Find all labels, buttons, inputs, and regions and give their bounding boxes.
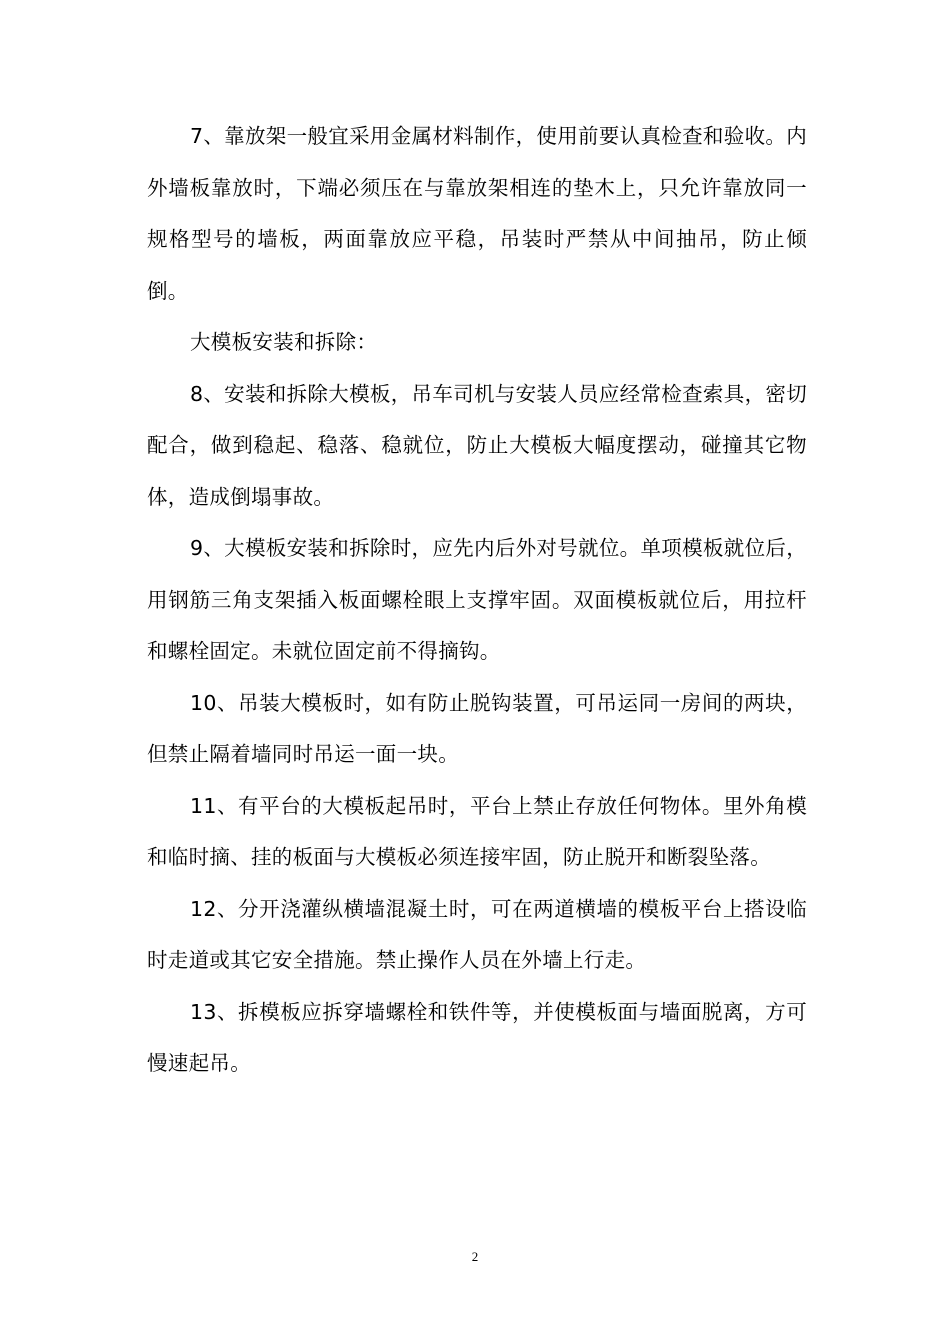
paragraph-item-9: 9、大模板安装和拆除时，应先内后外对号就位。单项模板就位后，用钢筋三角支架插入板面螺栓眼上支撑牢固。双面模板就位后，用拉杆和螺栓固定。未就位固定前不得摘钩。 [147, 536, 807, 663]
section-heading-formwork: 大模板安装和拆除： [190, 330, 378, 354]
paragraph-item-10: 10、吊装大模板时，如有防止脱钩装置，可吊运同一房间的两块，但禁止隔着墙同时吊运一面一块。 [147, 690, 807, 766]
document-body [147, 111, 807, 1090]
paragraph-item-11: 11、有平台的大模板起吊时，平台上禁止存放任何物体。里外角模和临时摘、挂的板面与大模板必须连接牢固，防止脱开和断裂坠落。 [147, 793, 807, 869]
paragraph-item-8: 8、安装和拆除大模板，吊车司机与安装人员应经常检查索具，密切配合，做到稳起、稳落、稳就位，防止大模板大幅度摆动，碰撞其它物体，造成倒塌事故。 [147, 381, 807, 509]
paragraph-item-7: 7、靠放架一般宜采用金属材料制作，使用前要认真检查和验收。内外墙板靠放时，下端必须压在与靠放架相连的垫木上，只允许靠放同一规格型号的墙板，两面靠放应平稳，吊装时严禁从中间抽吊，防止倾倒。 [147, 124, 807, 303]
paragraph-item-12: 12、分开浇灌纵横墙混凝土时，可在两道横墙的模板平台上搭设临时走道或其它安全措施。禁止操作人员在外墙上行走。 [147, 896, 807, 972]
paragraph-item-13: 13、拆模板应拆穿墙螺栓和铁件等，并使模板面与墙面脱离，方可慢速起吊。 [147, 999, 807, 1075]
page-number: 2 [471, 1249, 479, 1264]
